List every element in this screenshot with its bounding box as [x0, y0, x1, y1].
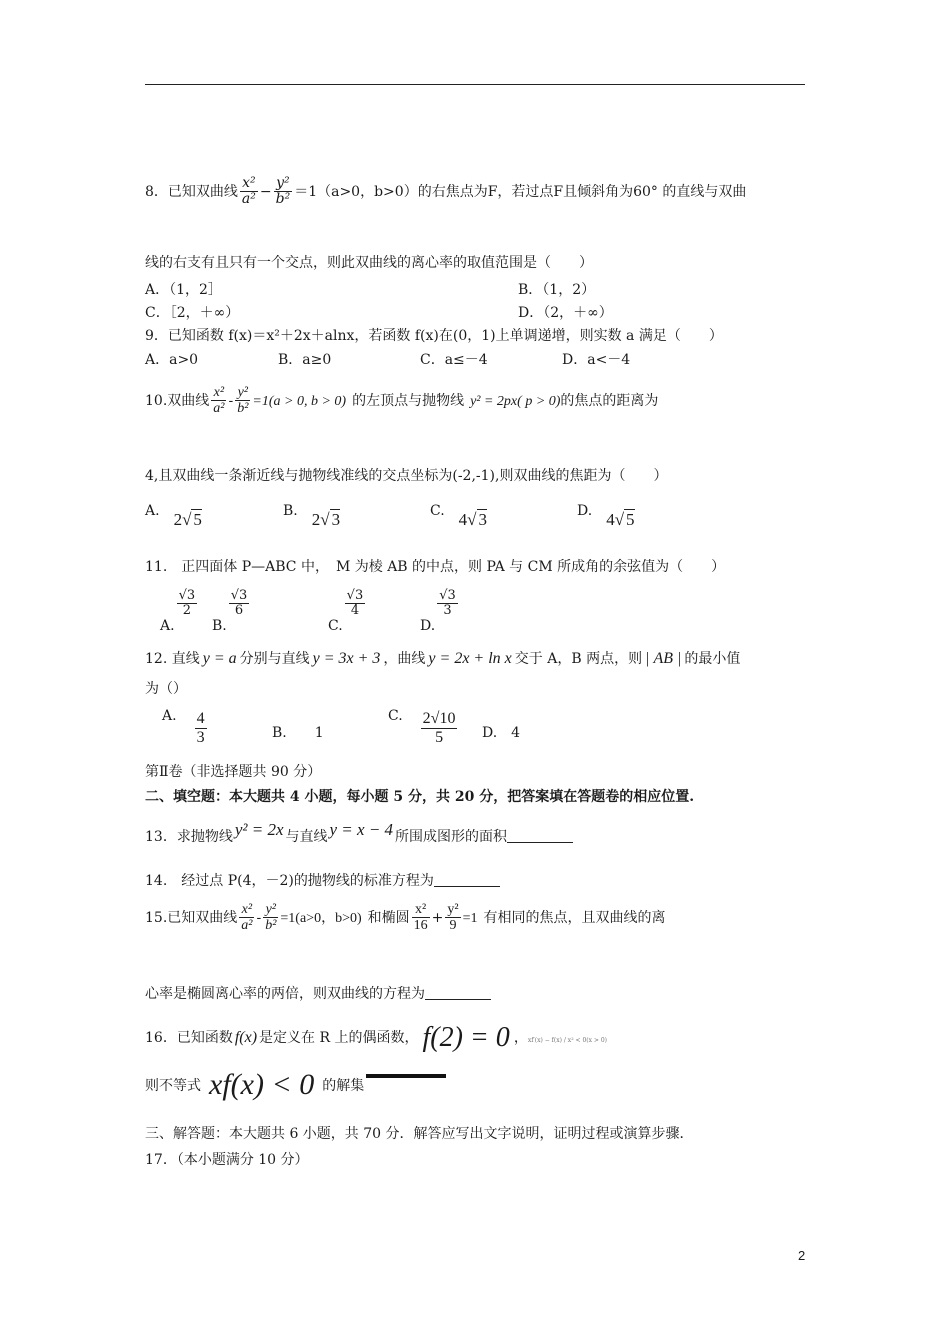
q15-answer-blank[interactable] — [425, 998, 491, 1000]
q9-option-c: C．a≤－4 — [420, 352, 488, 368]
q8-option-c: C．［2，＋∞） — [145, 305, 240, 321]
q15-fraction-x: $\frac{\text{x²}}{\text{a²}}$ — [241, 902, 253, 934]
q9-option-d: D．a<－4 — [562, 352, 631, 368]
q11-option-d: D. $\frac{√3}{3}$ — [420, 588, 456, 634]
q8-option-a: A．（1，2］ — [145, 282, 222, 298]
question-12-line1: 12. 直线 y = a 分别与直线 y = 3x + 3 ，曲线 y = 2x + ln x 交于 A，B 两点，则 | AB | 的最小值 — [145, 650, 741, 667]
question-10-line2: 4,且双曲线一条渐近线与抛物线准线的交点坐标为(-2,-1),则双曲线的焦距为（ ） — [145, 468, 668, 484]
page-number: 2 — [798, 1248, 806, 1263]
q10-middle: 的左顶点与抛物线 — [352, 392, 465, 409]
part2-title: 第Ⅱ卷（非选择题共 90 分） — [145, 764, 322, 780]
q15-fraction-ellipse-x: $\frac{\text{x²}}{16}$ — [413, 902, 428, 934]
q10-option-b: B. 2√ 3 — [283, 503, 341, 529]
question-11: 11. 正四面体 P—ABC 中， M 为棱 AB 的中点，则 PA 与 CM 所成角的余弦值为（ ） — [145, 559, 726, 575]
q10-option-c: C. 4√ 3 — [430, 503, 488, 529]
question-13: 13．求抛物线 y² = 2x 与直线 y = x − 4 所围成图形的面积 — [145, 826, 573, 846]
q13-answer-blank[interactable] — [507, 841, 573, 843]
q10-equation: =1(a > 0, b > 0) — [252, 393, 347, 409]
question-15-line1: 15.已知双曲线 $\frac{\text{x²}}{\text{a²}}$ - $\frac{\text{y²}}{\text{b²}}$ =1(a>0，b>0) 和椭圆 $\frac{\text{x²}}{16}$ + $\frac{\text{y²}}{9}$ =1 有相同的焦点，且双曲线的离 — [145, 902, 666, 934]
question-8-line1 — [145, 176, 746, 208]
q9-option-b: B．a≥0 — [278, 352, 332, 368]
q8-option-b: B．（1，2） — [518, 282, 596, 298]
q15-fraction-y: $\frac{\text{y²}}{\text{b²}}$ — [265, 902, 277, 934]
question-8-line2: 线的右支有且只有一个交点，则此双曲线的离心率的取值范围是（ ） — [145, 255, 593, 271]
q8-suffix: ＝1（a>0，b>0）的右焦点为F，若过点F且倾斜角为60° 的直线与双曲 — [294, 183, 747, 200]
q16-answer-blank[interactable] — [366, 1074, 446, 1078]
q10-minus: - — [228, 392, 234, 409]
part3-heading: 三、解答题：本大题共 6 小题，共 70 分．解答应写出文字说明，证明过程或演算步骤． — [145, 1126, 694, 1142]
q10-prefix: 10.双曲线 — [145, 392, 210, 409]
q15-fraction-ellipse-y: $\frac{\text{y²}}{9}$ — [447, 902, 459, 934]
q8-fraction-y: $\frac{\text{y²}}{\text{b²}}$ — [275, 175, 291, 208]
part2-heading: 二、填空题：本大题共 4 小题，每小题 5 分，共 20 分，把答案填在答题卷的相应位置. — [145, 789, 695, 805]
q10-option-a: A. 2√ 5 — [145, 503, 202, 529]
q12-option-d: D. 4 — [482, 725, 521, 741]
q10-parabola: y² = 2px( p > 0) — [470, 393, 561, 409]
question-9: 9．已知函数 f(x)＝x²＋2x＋alnx，若函数 f(x)在(0，1)上单调递增，则实数 a 满足（ ） — [145, 328, 723, 344]
question-16-line1: 16．已知函数 f(x) 是定义在 R 上的偶函数， f(2) = 0 ，xf′(x) − f(x) / x² < 0(x > 0) — [145, 1022, 607, 1053]
q8-minus: − — [259, 183, 272, 200]
q8-option-d: D．（2，＋∞） — [518, 305, 613, 321]
question-10-line1 — [145, 385, 658, 417]
question-17: 17．（本小题满分 10 分） — [145, 1152, 309, 1168]
q12-option-b: B. 1 — [272, 725, 324, 741]
q8-fraction-x: $\frac{\text{x²}}{\text{a²}}$ — [241, 175, 256, 208]
q11-option-c: C. $\frac{√3}{4}$ — [328, 588, 364, 634]
q10-suffix: 的焦点的距离为 — [560, 392, 659, 409]
q11-option-b: B. $\frac{√3}{6}$ — [212, 588, 248, 634]
q8-prefix: 8．已知双曲线 — [145, 183, 238, 200]
q10-option-d: D. 4√ 5 — [577, 503, 635, 529]
q11-option-a: A. $\frac{√3}{2}$ — [160, 588, 196, 634]
header-rule — [145, 84, 805, 85]
q12-option-c: C. $\frac{2√10}{5}$ — [388, 708, 456, 746]
question-14: 14. 经过点 P(4，－2)的抛物线的标准方程为 — [145, 870, 500, 890]
q9-option-a: A．a>0 — [145, 352, 199, 368]
q14-answer-blank[interactable] — [434, 885, 500, 887]
question-12-line2: 为（） — [145, 681, 187, 697]
question-16-line2: 则不等式 xf(x) < 0 的解集 — [145, 1064, 446, 1098]
q16-tiny-condition: xf′(x) − f(x) / x² < 0(x > 0) — [527, 1037, 607, 1044]
question-15-line2: 心率是椭圆离心率的两倍，则双曲线的方程为 — [145, 983, 491, 1003]
q12-option-a: A. $\frac{4}{3}$ — [162, 708, 205, 746]
q10-fraction-x: $\frac{\text{x²}}{\text{a²}}$ — [213, 385, 225, 417]
q10-fraction-y: $\frac{\text{y²}}{\text{b²}}$ — [237, 385, 249, 417]
